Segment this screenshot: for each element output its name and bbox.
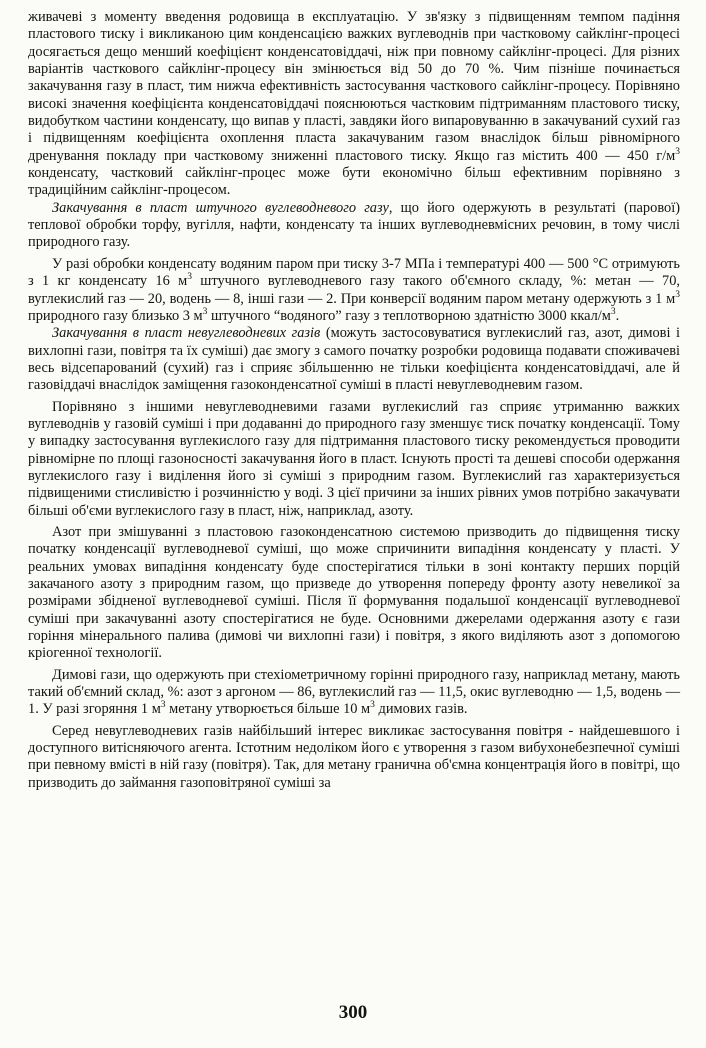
- italic-term: Закачування в пласт штучного вуглеводневого газу: [52, 199, 389, 216]
- text-run: Димові гази, що одержують при стехіометричному горінні природного газу, наприклад метану, мають такий об'ємний склад, %: азот з аргоном — 86, вуглекислий газ — 11,5, окис вуглеводню — 1,5, водень — 1. У разі згоряння 1 м: [28, 666, 680, 718]
- superscript: 3: [187, 272, 192, 283]
- text-run: димових газів.: [374, 701, 468, 718]
- text-run: (можуть застосовуватися вуглекислий газ, азот, димові і вихлопні гази, повітря та їх суміші) дає змогу з самого початку розробки родовища подавати споживачеві весь відсепарований (сухий) газ і сприяє збільшенню не тільки коефіцієнта конденсатовіддачі, але й газовіддачі внаслідок заміщення газоконденсатної суміші в пласті невуглеводневим газом.: [28, 325, 680, 394]
- superscript: 3: [370, 700, 375, 711]
- paragraph: [28, 399, 680, 520]
- text-run: конденсату, частковий сайклінг-процес може бути економічно більш ефективним порівняно з традиційним сайклінг-процесом.: [28, 165, 680, 199]
- paragraph: [28, 256, 680, 325]
- paragraph: [28, 524, 680, 663]
- text-run: природного газу близько 3 м: [28, 307, 203, 324]
- text-run: Порівняно з іншими невуглеводневими газами вуглекислий газ сприяє утриманню важких вуглеводнів у газовій суміші і при додаванні до природного газу зменшує тиск початку конденсації. Тому у випадку застосування вуглекислого газу для підтримання пластового тиску рекомендується проводити рівномірне по площі газоносності закачування його в пласт. Існують прості та дешеві способи одержання вуглекислого газу і виділення його зі суміші з природним газом. Вуглекислий газ характеризується підвищеними стисливістю і розчинністю у воді. З цієї причини за інших рівних умов потрібно закачувати більші об'єми вуглекислого газу в пласт, ніж, наприклад, азоту.: [28, 398, 680, 519]
- text-run: Азот при змішуванні з пластовою газоконденсатною системою призводить до підвищення тиску початку конденсації вуглеводневої суміші, що може спричинити випадіння конденсату у пласті. У реальних умовах випадіння конденсату буде спостерігатися тільки в зоні контакту перших порцій закачаного азоту з природним газом, що призведе до утворення попереду фронту азоту невеликої за розмірами збідненої вуглеводневої суміші. Після її формування подальшої конденсації вуглеводневої суміші при закачуванні азоту спостерігатися не буде. Основними джерелами одержання азоту є гази горіння мінерального палива (димові чи вихлопні гази) і повітря, з якого виділяють азот з допомогою кріогенної технології.: [28, 523, 680, 662]
- superscript: 3: [160, 700, 166, 711]
- text-run: штучного вуглеводневого газу такого об'ємного складу, %: метан — 70, вуглекислий газ — 20, водень — 8, інші гази — 2. При конверсії водяним паром метану одержують з 1 м: [28, 273, 680, 307]
- superscript: 3: [202, 307, 208, 318]
- paragraph: [28, 9, 680, 200]
- text-run: Серед невуглеводневих газів найбільший інтерес викликає застосування повітря - найдешевшого і доступного витісняючого агента. Істотним недоліком його є утворення з газом вибухонебезпечної суміші при певному вмісті в ній газу (повітря). Так, для метану гранична об'ємна концентрація його в повітрі, що призводить до займання газоповітряної суміші за: [28, 722, 680, 791]
- text-run: штучного “водяного” газу з теплотворною здатністю 3000 ккал/м: [207, 307, 611, 324]
- superscript: 3: [675, 289, 680, 300]
- superscript: 3: [610, 307, 616, 318]
- body-text: [28, 9, 680, 792]
- text-run: метану утворюється більше 10 м: [165, 701, 371, 718]
- page-number: 300: [338, 1002, 368, 1023]
- italic-term: Закачування в пласт невуглеводневих газів: [52, 325, 321, 342]
- paragraph: [28, 200, 680, 252]
- paragraph: [28, 723, 680, 792]
- superscript: 3: [675, 146, 680, 157]
- paragraph: [28, 667, 680, 719]
- text-run: живачеві з моменту введення родовища в експлуатацію. У зв'язку з підвищенням темпом падіння пластового тиску і викликаною цим конденсацією важких вуглеводнів при частковому сайклінг-процесі досягається дещо менший коефіцієнт конденсатовіддачі, ніж при повному сайклінг-процесі. Для різних варіантів часткового сайклінг-процесу він змінюється від 50 до 70 %. Чим пізніше починається закачування газу в пласт, тим нижча ефективність застосування часткового сайклінг-процесу. Порівняно високі значення коефіцієнта конденсатовіддачі пояснюються частковим підтриманням пластового тиску, видобутком частини конденсату, що випав у пласті, завдяки його випаровуванню в закачуваний сухий газ і підвищенням коефіцієнта охоплення пласта закачуваним газом внаслідок більш рівномірного дренування покладу при частковому зниженні пластового тиску. Якщо газ містить 400 — 450 г/м: [28, 9, 680, 164]
- text-run: У разі обробки конденсату водяним паром при тиску 3-7 МПа і температурі 400 — 500 °С отримують з 1 кг конденсату 16 м: [28, 255, 680, 290]
- text-run: .: [615, 307, 620, 324]
- text-run: , що його одержують в результаті (парової) теплової обробки торфу, вугілля, нафти, конденсату та інших вуглеводневмісних речовин, в тому числі природного газу.: [28, 199, 680, 251]
- paragraph: [28, 325, 680, 394]
